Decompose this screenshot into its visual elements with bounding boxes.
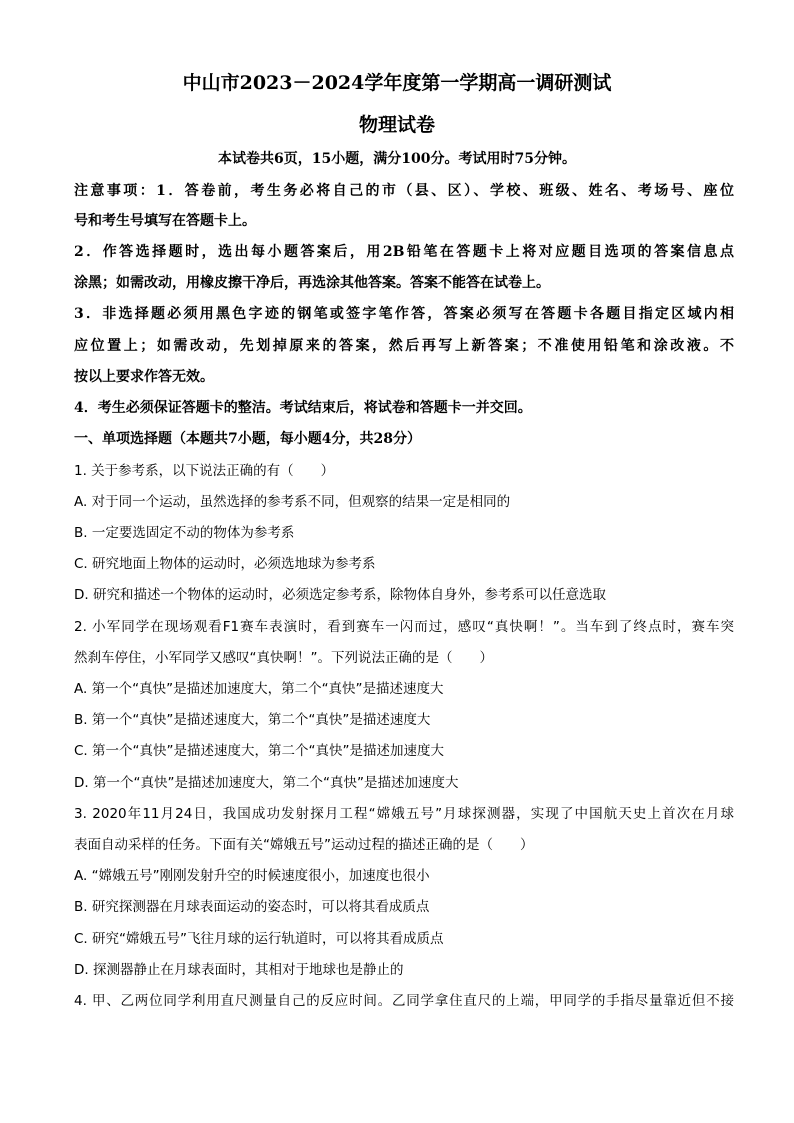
section-heading: 一、单项选择题（本题共7小题，每小题4分，共28分） xyxy=(74,431,421,447)
q3-option-b: B. 研究探测器在月球表面运动的姿态时，可以将其看成质点 xyxy=(74,899,430,915)
notes-line-1: 注意事项：1．答卷前，考生务必将自己的市（县、区）、学校、班级、姓名、考场号、座位 xyxy=(74,183,734,199)
q3-option-a: A. “嫦娥五号”刚刚发射升空的时候速度很小，加速度也很小 xyxy=(74,868,430,884)
notes-line-7: 按以上要求作答无效。 xyxy=(74,369,214,385)
exam-title: 中山市2023－2024学年度第一学期高一调研测试 xyxy=(182,72,612,94)
q2-option-c: C. 第一个“真快”是描述速度大，第二个“真快”是描述加速度大 xyxy=(74,743,444,759)
q2-option-a: A. 第一个“真快”是描述加速度大，第二个“真快”是描述速度大 xyxy=(74,681,444,697)
notes-line-4: 涂黑；如需改动，用橡皮擦干净后，再选涂其他答案。答案不能答在试卷上。 xyxy=(74,275,550,291)
q1-option-c: C. 研究地面上物体的运动时，必须选地球为参考系 xyxy=(74,556,376,572)
notes-line-5: 3．非选择题必须用黑色字迹的钢笔或签字笔作答，答案必须写在答题卡各题目指定区域内相 xyxy=(74,306,734,322)
notes-line-3: 2．作答选择题时，选出每小题答案后，用2B铅笔在答题卡上将对应题目选项的答案信息点 xyxy=(74,244,734,260)
q2-stem-line-1: 2. 小军同学在现场观看F1赛车表演时，看到赛车一闪而过，感叹“真快啊！”。当车到了终点时，赛车突 xyxy=(74,619,734,635)
q2-stem-line-2: 然刹车停住，小军同学又感叹“真快啊！”。下列说法正确的是（ ） xyxy=(74,650,493,666)
q1-stem: 1. 关于参考系，以下说法正确的有（ ） xyxy=(74,463,335,479)
exam-info: 本试卷共6页，15小题，满分100分。考试用时75分钟。 xyxy=(218,151,576,167)
q1-option-a: A. 对于同一个运动，虽然选择的参考系不同，但观察的结果一定是相同的 xyxy=(74,494,511,510)
q1-option-b: B. 一定要选固定不动的物体为参考系 xyxy=(74,525,295,541)
q2-option-b: B. 第一个“真快”是描述速度大，第二个“真快”是描述速度大 xyxy=(74,712,431,728)
exam-subject-title: 物理试卷 xyxy=(358,114,435,136)
q4-stem-line-1: 4. 甲、乙两位同学利用直尺测量自己的反应时间。乙同学拿住直尺的上端，甲同学的手指尽量靠近但不接 xyxy=(74,993,734,1009)
q1-option-d: D. 研究和描述一个物体的运动时，必须选定参考系，除物体自身外，参考系可以任意选取 xyxy=(74,587,606,603)
q3-stem-line-2: 表面自动采样的任务。下面有关“嫦娥五号”运动过程的描述正确的是（ ） xyxy=(74,837,534,853)
q2-option-d: D. 第一个“真快”是描述加速度大，第二个“真快”是描述加速度大 xyxy=(74,775,459,791)
q3-option-c: C. 研究“嫦娥五号”飞往月球的运行轨道时，可以将其看成质点 xyxy=(74,931,444,947)
notes-line-6: 应位置上；如需改动，先划掉原来的答案，然后再写上新答案；不准使用铅笔和涂改液。不 xyxy=(74,338,734,354)
q3-stem-line-1: 3. 2020年11月24日，我国成功发射探月工程“嫦娥五号”月球探测器，实现了中国航天史上首次在月球 xyxy=(74,806,734,822)
notes-line-8: 4．考生必须保证答题卡的整洁。考试结束后，将试卷和答题卡一并交回。 xyxy=(74,400,532,416)
q3-option-d: D. 探测器静止在月球表面时，其相对于地球也是静止的 xyxy=(74,962,404,978)
notes-line-2: 号和考生号填写在答题卡上。 xyxy=(74,213,256,229)
